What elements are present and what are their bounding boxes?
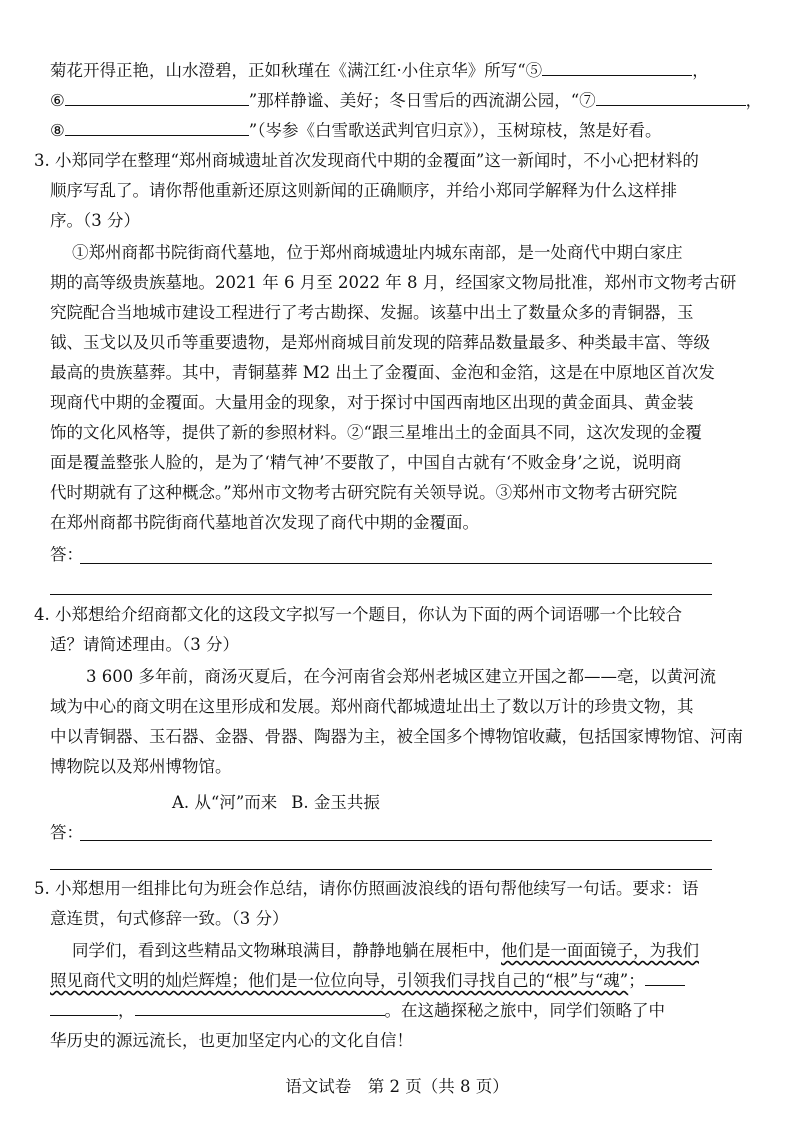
q2-line1-prefix: 菊花开得正艳，山水澄碧，正如秋瑾在《满江红·小住京华》所写“⑤ [50,61,543,80]
q2-line-1 [50,56,709,86]
choice-a[interactable]: A. 从“河”而来 [172,793,278,812]
q3-answer-line-2[interactable] [50,594,712,595]
q4-answer-line-1[interactable] [80,840,712,841]
q2-line-2 [50,86,762,116]
q4-choices [172,788,380,818]
q5-blank-start[interactable] [645,967,685,986]
q2-line1-suffix: ， [692,61,709,80]
q4-answer-label: 答： [50,823,83,842]
q3-passage-line: 代时期就有了这种概念。”郑州市文物考古研究院有关领导说。③郑州市文物考古研究院 [50,483,678,502]
blank-5[interactable] [542,57,692,76]
q5-stem-line-2: 意连贯，句式修辞一致。（3 分） [50,909,289,928]
q4-passage-line: 中以青铜器、玉石器、金器、骨器、陶器为主，被全国多个博物馆收藏，包括国家博物馆、河南 [50,727,743,746]
q4-stem-line-1: 4. 小郑想给介绍商都文化的这段文字拟写一个题目，你认为下面的两个词语哪一个比较合 [34,605,682,624]
q5-passage-line-2 [50,966,685,996]
q3-answer-line-1[interactable] [80,563,712,564]
q5-passage-line-4: 华历史的源远流长，也更加坚定内心的文化自信！ [50,1031,413,1050]
q3-passage-line: 现商代中期的金覆面。大量用金的现象，对于探讨中国西南地区出现的黄金面具、黄金装 [50,393,694,412]
q3-passage-line: ①郑州商都书院街商代墓地，位于郑州商城遗址内城东南部，是一处商代中期白家庄 [72,243,683,262]
q4-answer-line-2[interactable] [50,869,712,870]
page-footer: 语文试卷 第 2 页（共 8 页） [285,1077,509,1096]
q5-p1-plain: 同学们，看到这些精品文物琳琅满目，静静地躺在展柜中， [72,941,501,960]
q4-stem-line-2: 适？请简述理由。（3 分） [50,635,239,654]
q5-p3-tail: 。在这趟探秘之旅中，同学们领略了中 [384,1001,665,1020]
q3-passage-line: 面是覆盖整张人脸的，是为了‘精气神’不要散了，中国自古就有‘不败金身’之说，说明商 [50,453,682,472]
q3-passage-line: 在郑州商都书院街商代墓地首次发现了商代中期的金覆面。 [50,513,479,532]
q3-passage-line: 究院配合当地城市建设工程进行了考古勘探、发掘。该墓中出土了数量众多的青铜器，玉 [50,303,694,322]
q2-line2-prefix: ⑥ [50,91,65,110]
q3-passage-line: 期的高等级贵族墓地。2021 年 6 月至 2022 年 8 月，经国家文物局批准，郑州市文物考古研 [50,273,737,292]
q5-blank-a[interactable] [50,997,118,1016]
blank-7[interactable] [596,87,746,106]
q2-line3-prefix: ⑧ [50,121,65,140]
choice-b[interactable]: B. 金玉共振 [291,793,380,812]
q3-passage-line: 钺、玉戈以及贝币等重要遗物，是郑州商城目前发现的陪葬品数量最多、种类最丰富、等级 [50,333,710,352]
q5-p2-end: ； [628,971,645,990]
q5-stem-line-1: 5. 小郑想用一组排比句为班会作总结，请你仿照画波浪线的语句帮他续写一句话。要求：语 [34,879,699,898]
q3-passage-line: 饰的文化风格等，提供了新的参照材料。②“跟三星堆出土的金面具不同，这次发现的金覆 [50,423,702,442]
q3-answer-label: 答： [50,545,83,564]
q2-line-3 [50,116,661,146]
q4-passage-line: 3 600 多年前，商汤灭夏后，在今河南省会郑州老城区建立开国之都——亳，以黄河流 [86,667,716,686]
blank-6[interactable] [65,87,249,106]
blank-8[interactable] [65,117,249,136]
q3-passage-line: 最高的贵族墓葬。其中，青铜墓葬 M2 出土了金覆面、金泡和金箔，这是在中原地区首次发 [50,363,715,382]
q4-passage-line: 博物院以及郑州博物馆。 [50,757,232,776]
q5-passage-line-1 [72,936,699,966]
q2-line2-mid: ”那样静谧、美好；冬日雪后的西流湖公园，“⑦ [248,91,596,110]
q3-stem-line-2: 顺序写乱了。请你帮他重新还原这则新闻的正确顺序，并给小郑同学解释为什么这样排 [50,181,677,200]
q5-p2-wavy: 照见商代文明的灿烂辉煌；他们是一位位向导，引领我们寻找自己的“根”与“魂” [50,971,629,990]
q5-p3-sep: ， [118,1001,135,1020]
q5-passage-line-3 [50,996,665,1026]
q5-blank-b[interactable] [135,997,385,1016]
q5-p1-wavy: 他们是一面面镜子，为我们 [501,941,699,960]
q3-stem-line-1: 3. 小郑同学在整理“郑州商城遗址首次发现商代中期的金覆面”这一新闻时，不小心把材料的 [34,151,699,170]
q2-line2-suffix: ， [745,91,763,110]
q3-stem-line-3: 序。（3 分） [50,211,140,230]
q4-passage-line: 域为中心的商文明在这里形成和发展。郑州商代都城遗址出土了数以万计的珍贵文物，其 [50,697,694,716]
q2-line3-suffix: ”（岑参《白雪歌送武判官归京》），玉树琼枝，煞是好看。 [248,121,662,140]
